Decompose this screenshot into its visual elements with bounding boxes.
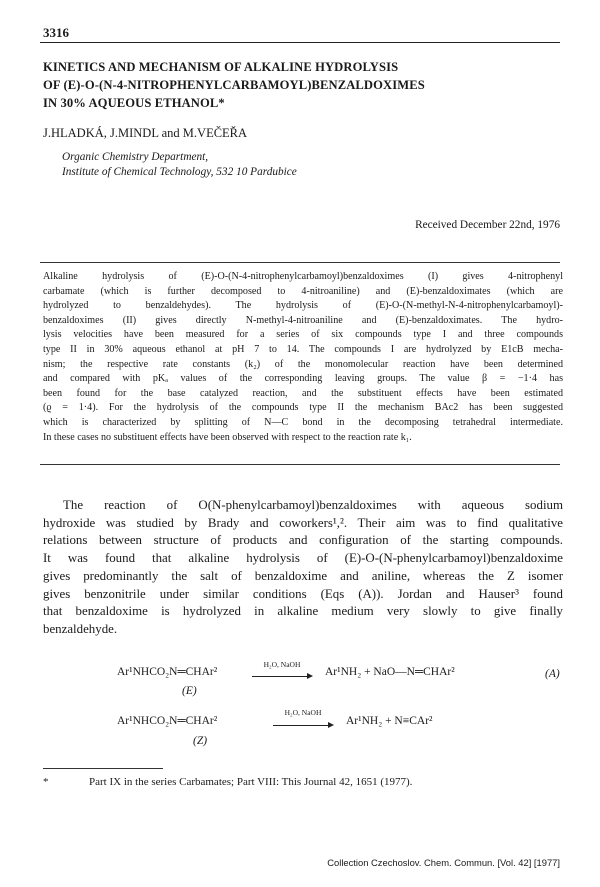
equation-e-label: (E): [182, 685, 197, 697]
body-line: It was found that alkaline hydrolysis of (E)-O-(N-phenylcarbamoyl)benzaldoxime: [43, 551, 563, 566]
equation-z-reagent: H₂O, NaOH: [284, 708, 322, 717]
equation-e-reactant: Ar¹NHCO₂N═CHAr²: [117, 666, 218, 678]
abstract-bottom-rule: [40, 464, 560, 465]
article-title: [43, 58, 563, 112]
body-line: that benzaldoxime is hydrolyzed in alkaline medium very slowly to give finally: [43, 604, 563, 619]
equation-e-arrow-head: [307, 673, 313, 679]
journal-footer: Collection Czechoslov. Chem. Commun. [Vol. 42] [1977]: [327, 857, 560, 868]
abstract-line: nism; the respective rate constants (k₂) of the monomolecular reaction have been determined: [43, 358, 563, 370]
body-line: gives benzonitrile under similar conditions (Eqs (A)). Jordan and Hauser³ found: [43, 586, 563, 601]
body-paragraph: [43, 497, 563, 639]
abstract-line: Alkaline hydrolysis of (E)-O-(N-4-nitrophenylcarbamoyl)benzaldoximes (I) gives 4-nitrophenyl: [43, 271, 563, 282]
abstract-line: benzaldoximes (II) gives directly N-methyl-4-nitroaniline and (E)-benzaldoximates. The hydro-: [43, 314, 563, 326]
affiliation: [62, 150, 297, 180]
authors: J.HLADKÁ, J.MINDL and M.VEČEŘA: [43, 126, 248, 140]
equation-number: (A): [545, 668, 560, 680]
footnote-rule: [43, 768, 163, 769]
body-line: hydroxide was studied by Brady and coworkers¹,². Their aim was to find qualitative: [43, 515, 563, 530]
abstract-line: been found for the base catalyzed reaction, and the substituent effects have been estimated: [43, 387, 563, 399]
abstract-line: type II in 30% aqueous ethanol at pH 7 to 14. The compounds I are hydrolyzed by E1cB mecha-: [43, 343, 563, 355]
affiliation-line: Institute of Chemical Technology, 532 10 Pardubice: [62, 166, 297, 178]
abstract-line: and compared with pKₐ values of the corresponding leaving groups. The value β = −1·4 has: [43, 373, 563, 385]
equation-z-products: Ar¹NH₂ + N≡CAr²: [346, 715, 433, 727]
footnote-text: Part IX in the series Carbamates; Part VIII: This Journal 42, 1651 (1977).: [89, 776, 413, 788]
abstract-line: hydrolyzed to benzaldehydes). The hydrolysis of (E)-O-(N-methyl-N-4-nitrophenylcarbamoyl)-: [43, 300, 563, 312]
abstract-line: In these cases no substituent effects have been observed with respect to the reaction rate k₁.: [43, 431, 412, 443]
equation-z-arrow-head: [328, 722, 334, 728]
footnote-mark: *: [43, 776, 49, 788]
equation-z-reactant: Ar¹NHCO₂N═CHAr²: [117, 715, 218, 727]
abstract-line: carbamate (which is further decomposed to 4-nitroaniline) and (E)-benzaldoximates (which are: [43, 285, 563, 297]
equation-z-arrow-shaft: [273, 725, 329, 726]
abstract-line: which is characterized by splitting of N—C bond in the decomposing tetrahedral intermediate.: [43, 416, 563, 428]
footnote: [43, 776, 412, 788]
page-number: 3316: [43, 25, 69, 40]
body-line: benzaldehyde.: [43, 621, 118, 636]
equation-e-reagent: H₂O, NaOH: [263, 660, 301, 669]
equation-e-arrow-shaft: [252, 676, 308, 677]
title-line: KINETICS AND MECHANISM OF ALKALINE HYDROLYSIS: [43, 60, 399, 74]
body-line: The reaction of O(N-phenylcarbamoyl)benzaldoximes with aqueous sodium: [63, 498, 563, 512]
affiliation-line: Organic Chemistry Department,: [62, 151, 209, 163]
received-date: Received December 22nd, 1976: [415, 219, 560, 231]
title-line: OF (E)-O-(N-4-NITROPHENYLCARBAMOYL)BENZALDOXIMES: [43, 78, 425, 92]
equation-e-products: Ar¹NH₂ + NaO—N═CHAr²: [325, 666, 455, 678]
body-line: gives predominantly the salt of benzaldoxime and aniline, whereas the Z isomer: [43, 568, 563, 583]
equation-z-label: (Z): [193, 735, 208, 747]
title-line: IN 30% AQUEOUS ETHANOL*: [43, 96, 225, 110]
abstract-line: (ϱ = 1·4). For the hydrolysis of the compounds type II the mechanism BAc2 has been suggested: [43, 402, 563, 414]
abstract-top-rule: [40, 262, 560, 263]
abstract: [43, 270, 563, 445]
abstract-line: lysis velocities have been measured for a series of six compounds type I and three compounds: [43, 329, 563, 341]
body-line: relations between structure of products and configuration of the starting compounds.: [43, 533, 563, 548]
header-rule: [40, 42, 560, 43]
